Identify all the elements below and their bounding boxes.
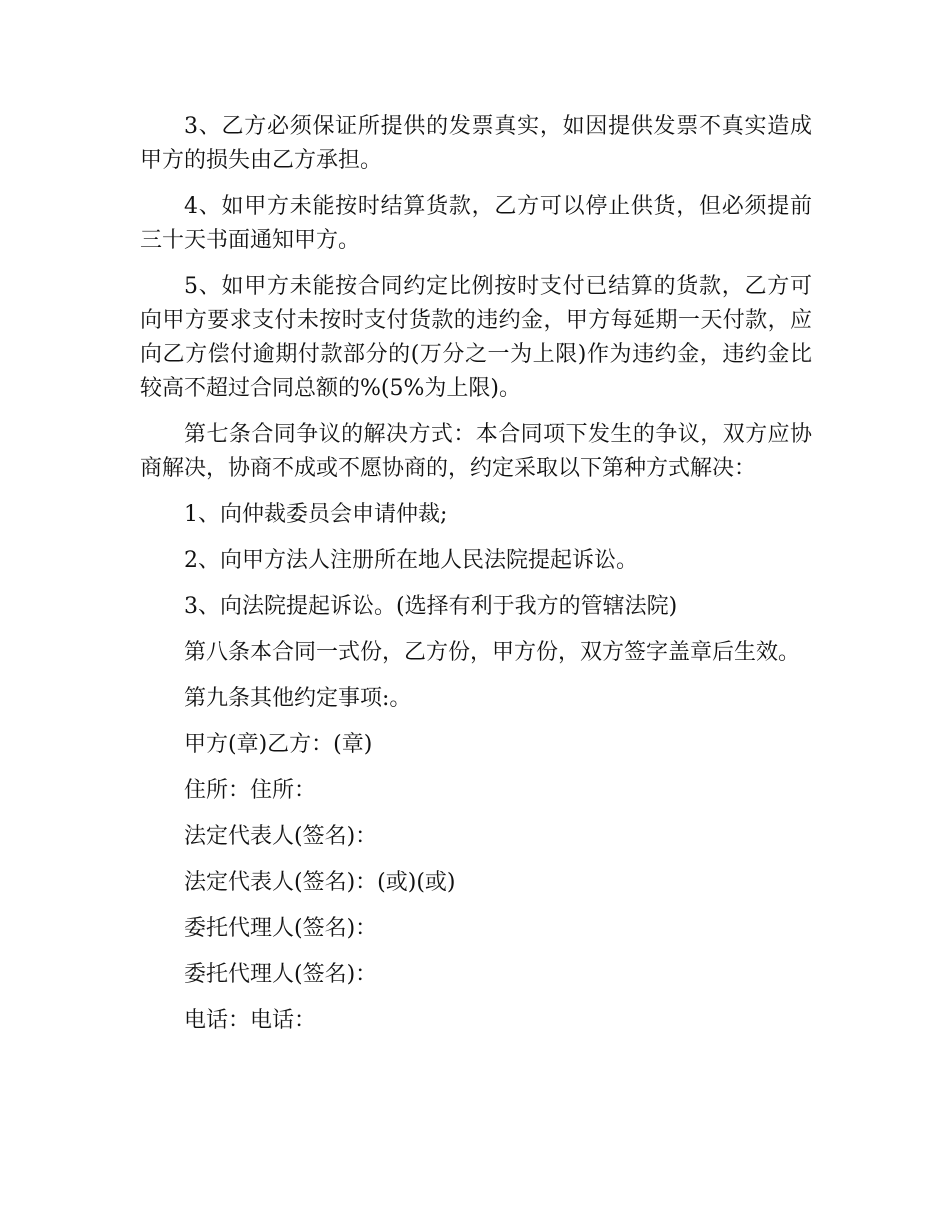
legal-rep-line-2: 法定代表人(签名)：(或)(或) [184,870,456,895]
clause-invoice-authenticity: 3、乙方必须保证所提供的发票真实，如因提供发票不真实造成甲方的损失由乙方承担。 [140,114,812,173]
dispute-option-arbitration: 1、向仲裁委员会申请仲裁; [184,502,448,527]
dispute-option-local-court: 2、向甲方法人注册所在地人民法院提起诉讼。 [184,548,638,573]
document-page [140,110,812,1050]
agent-line-2: 委托代理人(签名)： [184,962,378,987]
article-nine-other-matters: 第九条其他约定事项:。 [184,686,412,711]
clause-late-payment-penalty: 5、如甲方未能按合同约定比例按时支付已结算的货款，乙方可向甲方要求支付未按时支付货款的违约金，甲方每延期一天付款，应向乙方偿付逾期付款部分的(万分之一为上限)作为违约金，违约金比较高不超过合同总额的%(5%为上限)。 [140,274,812,401]
article-eight-copies: 第八条本合同一式份，乙方份，甲方份，双方签字盖章后生效。 [184,640,801,665]
phone-line: 电话：电话： [184,1008,317,1033]
agent-line-1: 委托代理人(签名)： [184,916,378,941]
address-line: 住所：住所： [184,778,317,803]
dispute-option-court: 3、向法院提起诉讼。(选择有利于我方的管辖法院) [184,594,678,619]
signature-seal-line: 甲方(章)乙方：(章) [184,732,373,757]
clause-stop-supply: 4、如甲方未能按时结算货款，乙方可以停止供货，但必须提前三十天书面通知甲方。 [140,194,812,253]
article-seven-dispute-resolution: 第七条合同争议的解决方式：本合同项下发生的争议，双方应协商解决，协商不成或不愿协商的，约定采取以下第种方式解决： [140,422,812,481]
legal-rep-line-1: 法定代表人(签名)： [184,824,378,849]
